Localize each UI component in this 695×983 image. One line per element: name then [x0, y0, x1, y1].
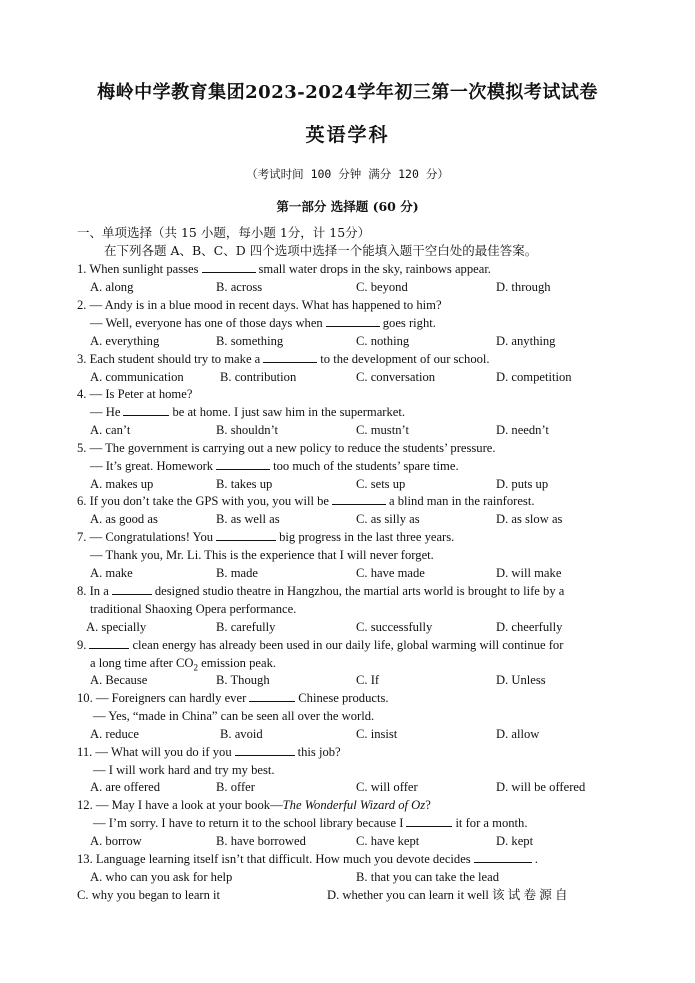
question-6-option-a: A. as good as: [90, 512, 158, 526]
question-5-reply: — It’s great. Homework too much of the students’ spare time.: [90, 459, 459, 473]
subject-title: 英语学科: [305, 124, 390, 146]
answer-blank: [202, 260, 256, 273]
answer-blank: [235, 743, 295, 756]
answer-blank: [263, 350, 317, 363]
question-7-option-b: B. made: [216, 566, 258, 580]
question-4-reply: — He be at home. I just saw him in the supermarket.: [90, 405, 406, 419]
question-4: 4. — Is Peter at home?: [77, 387, 193, 401]
question-10-reply: — Yes, “made in China” can be seen all over the world.: [93, 709, 375, 723]
question-4-option-a: A. can’t: [90, 423, 131, 437]
question-2: 2. — Andy is in a blue mood in recent days. What has happened to him?: [77, 298, 442, 312]
answer-blank: [249, 689, 295, 702]
question-9-option-c: C. If: [356, 673, 380, 687]
question-12: 12. — May I have a look at your book—The Wonderful Wizard of Oz?: [77, 798, 431, 812]
answer-blank: [332, 492, 386, 505]
question-13-option-a: A. who can you ask for help: [90, 870, 233, 884]
question-12-option-a: A. borrow: [90, 834, 142, 848]
answer-blank: [216, 528, 276, 541]
question-4-option-c: C. mustn’t: [356, 423, 409, 437]
question-3-option-b: B. contribution: [220, 370, 297, 384]
question-11-option-b: B. offer: [216, 780, 255, 794]
question-11-option-c: C. will offer: [356, 780, 418, 794]
question-6-option-d: D. as slow as: [496, 512, 563, 526]
question-8-option-a: A. specially: [86, 620, 147, 634]
question-1-option-a: A. along: [90, 280, 134, 294]
answer-blank: [112, 582, 152, 595]
question-6: 6. If you don’t take the GPS with you, you will be a blind man in the rainforest.: [77, 494, 535, 508]
question-7-reply: — Thank you, Mr. Li. This is the experience that I will never forget.: [90, 548, 434, 562]
question-7-option-d: D. will make: [496, 566, 562, 580]
question-3-option-a: A. communication: [90, 370, 184, 384]
question-13-option-d: D. whether you can learn it well 该 试 卷 源 自: [327, 888, 568, 902]
question-2-option-d: D. anything: [496, 334, 556, 348]
question-2-reply: — Well, everyone has one of those days when goes right.: [90, 316, 436, 330]
question-9-option-d: D. Unless: [496, 673, 546, 687]
question-3-option-c: C. conversation: [356, 370, 436, 384]
question-9-option-b: B. Though: [216, 673, 270, 687]
answer-blank: [89, 636, 129, 649]
answer-blank: [123, 403, 169, 416]
question-10-option-a: A. reduce: [90, 727, 139, 741]
question-10-option-c: C. insist: [356, 727, 398, 741]
answer-blank: [326, 314, 380, 327]
question-2-option-b: B. something: [216, 334, 284, 348]
question-3-option-d: D. competition: [496, 370, 572, 384]
question-8-option-b: B. carefully: [216, 620, 276, 634]
part-title: 第一部分 选择题 (60 分): [276, 199, 419, 214]
question-12-option-c: C. have kept: [356, 834, 420, 848]
question-11-reply: — I will work hard and try my best.: [93, 763, 275, 777]
answer-blank: [216, 457, 270, 470]
exam-title: 梅岭中学教育集团2023-2024学年初三第一次模拟考试试卷: [97, 82, 598, 103]
question-5-option-d: D. puts up: [496, 477, 549, 491]
answer-blank: [406, 814, 452, 827]
question-4-option-d: D. needn’t: [496, 423, 549, 437]
question-4-option-b: B. shouldn’t: [216, 423, 279, 437]
question-2-option-a: A. everything: [90, 334, 160, 348]
question-8-option-c: C. successfully: [356, 620, 433, 634]
question-5-option-b: B. takes up: [216, 477, 273, 491]
question-8-option-d: D. cheerfully: [496, 620, 563, 634]
answer-blank: [474, 850, 532, 863]
question-11: 11. — What will you do if you this job?: [77, 745, 341, 759]
question-1-option-d: D. through: [496, 280, 551, 294]
question-5-option-a: A. makes up: [90, 477, 154, 491]
question-7: 7. — Congratulations! You big progress in the last three years.: [77, 530, 455, 544]
question-2-option-c: C. nothing: [356, 334, 410, 348]
question-12-option-b: B. have borrowed: [216, 834, 306, 848]
section-heading: 一、单项选择（共 15 小题，每小题 1分，计 15分）: [77, 225, 371, 240]
question-8: 8. In a designed studio theatre in Hangzhou, the martial arts world is brought to life by a: [77, 584, 565, 598]
question-8-continued: traditional Shaoxing Opera performance.: [90, 602, 297, 616]
exam-info: （考试时间 100 分钟 满分 120 分）: [246, 167, 449, 181]
question-10-option-d: D. allow: [496, 727, 540, 741]
question-13-option-c: C. why you began to learn it: [77, 888, 221, 902]
question-5-option-c: C. sets up: [356, 477, 406, 491]
question-1: 1. When sunlight passes small water drops in the sky, rainbows appear.: [77, 262, 491, 276]
question-12-option-d: D. kept: [496, 834, 534, 848]
question-13-option-b: B. that you can take the lead: [356, 870, 500, 884]
question-5: 5. — The government is carrying out a new policy to reduce the students’ pressure.: [77, 441, 496, 455]
question-9-continued: a long time after $CO_2$ emission peak.: [90, 656, 277, 673]
question-9: 9. clean energy has already been used in our daily life, global warming will continue for: [77, 638, 564, 652]
question-12-reply: — I’m sorry. I have to return it to the school library because I it for a month.: [93, 816, 528, 830]
question-6-option-c: C. as silly as: [356, 512, 420, 526]
book-title: The Wonderful Wizard of Oz: [282, 798, 426, 812]
question-7-option-a: A. make: [90, 566, 133, 580]
question-11-option-a: A. are offered: [90, 780, 161, 794]
question-10: 10. — Foreigners can hardly ever Chinese products.: [77, 691, 389, 705]
question-10-option-b: B. avoid: [220, 727, 263, 741]
question-3: 3. Each student should try to make a to the development of our school.: [77, 352, 490, 366]
question-13: 13. Language learning itself isn’t that difficult. How much you devote decides .: [77, 852, 538, 866]
question-9-option-a: A. Because: [90, 673, 148, 687]
question-1-option-b: B. across: [216, 280, 263, 294]
section-instruction: 在下列各题 A、B、C、D 四个选项中选择一个能填入题干空白处的最佳答案。: [104, 243, 538, 258]
question-11-option-d: D. will be offered: [496, 780, 586, 794]
question-1-option-c: C. beyond: [356, 280, 408, 294]
question-6-option-b: B. as well as: [216, 512, 280, 526]
question-7-option-c: C. have made: [356, 566, 425, 580]
